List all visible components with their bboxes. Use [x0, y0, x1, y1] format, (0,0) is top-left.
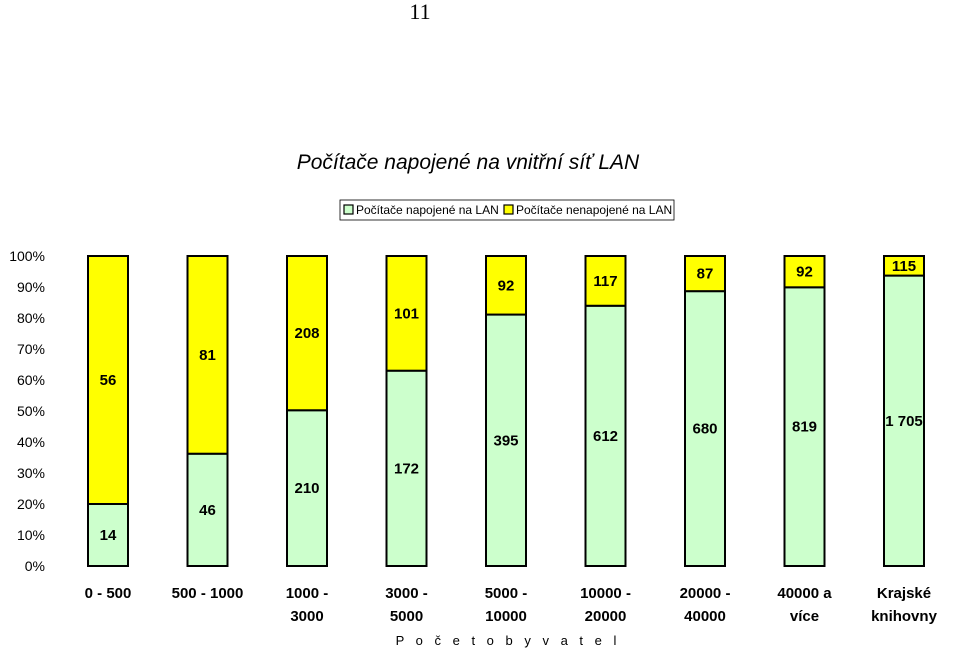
y-tick-label: 30% [16, 465, 45, 481]
page-number: 11 [409, 0, 431, 24]
y-tick-label: 50% [16, 403, 45, 419]
x-category-label: knihovny [871, 608, 937, 625]
data-label-connected: 680 [692, 420, 718, 438]
legend-swatch-non-lan [504, 205, 513, 214]
legend [340, 200, 674, 220]
x-category-label: 20000 [584, 608, 627, 625]
data-label-not-connected: 87 [696, 265, 714, 283]
y-tick-label: 60% [16, 372, 45, 388]
legend-label-lan: Počítače napojené na LAN [356, 203, 499, 217]
x-category-label: 40000 a [777, 585, 832, 602]
y-tick-label: 70% [16, 341, 45, 357]
x-axis-label: P o č e t o b y v a t e l [395, 633, 621, 648]
y-tick-label: 40% [16, 434, 45, 450]
data-label-not-connected: 92 [796, 263, 813, 281]
data-label-connected: 395 [493, 432, 519, 450]
data-label-connected: 172 [393, 460, 420, 478]
legend-label-non-lan: Počítače nenapojené na LAN [516, 203, 673, 217]
x-category-label: 20000 - [679, 585, 731, 602]
x-category-label: 3000 - [385, 585, 428, 602]
y-axis [9, 248, 45, 574]
x-category-label: 5000 [389, 608, 424, 625]
data-label-not-connected: 117 [593, 272, 618, 290]
data-label-not-connected: 81 [199, 346, 216, 364]
x-category-label: 1000 - [285, 585, 329, 602]
x-category-label: 10000 [485, 608, 527, 625]
data-label-not-connected: 92 [497, 277, 515, 295]
data-label-connected: 210 [294, 480, 320, 498]
y-tick-label: 0% [24, 558, 45, 574]
x-category-label: 10000 - [580, 585, 631, 602]
data-label-not-connected: 56 [99, 372, 117, 389]
x-category-label: 5000 - [484, 585, 528, 602]
x-category-label: 40000 [684, 608, 726, 625]
data-label-connected: 14 [99, 527, 117, 544]
bars [88, 256, 924, 566]
legend-swatch-lan [344, 205, 353, 214]
x-axis-categories [85, 585, 938, 625]
x-category-label: 500 - 1000 [171, 585, 244, 602]
y-tick-label: 80% [16, 310, 45, 326]
data-label-connected: 46 [199, 501, 216, 519]
data-label-connected: 819 [791, 418, 818, 436]
data-label-not-connected: 101 [393, 305, 420, 323]
x-category-label: 3000 [290, 608, 324, 625]
x-category-label: více [789, 608, 820, 625]
x-category-label: 0 - 500 [84, 585, 132, 602]
data-label-connected: 1 705 [885, 412, 923, 430]
data-label-connected: 612 [592, 427, 619, 445]
data-label-not-connected: 208 [294, 325, 320, 343]
x-category-label: Krajské [876, 585, 932, 602]
y-tick-label: 90% [16, 279, 45, 295]
y-tick-label: 20% [16, 496, 45, 512]
y-tick-label: 10% [16, 527, 45, 543]
data-label-not-connected: 115 [891, 257, 917, 275]
chart-title: Počítače napojené na vnitřní síť LAN [296, 151, 640, 174]
y-tick-label: 100% [9, 248, 45, 264]
